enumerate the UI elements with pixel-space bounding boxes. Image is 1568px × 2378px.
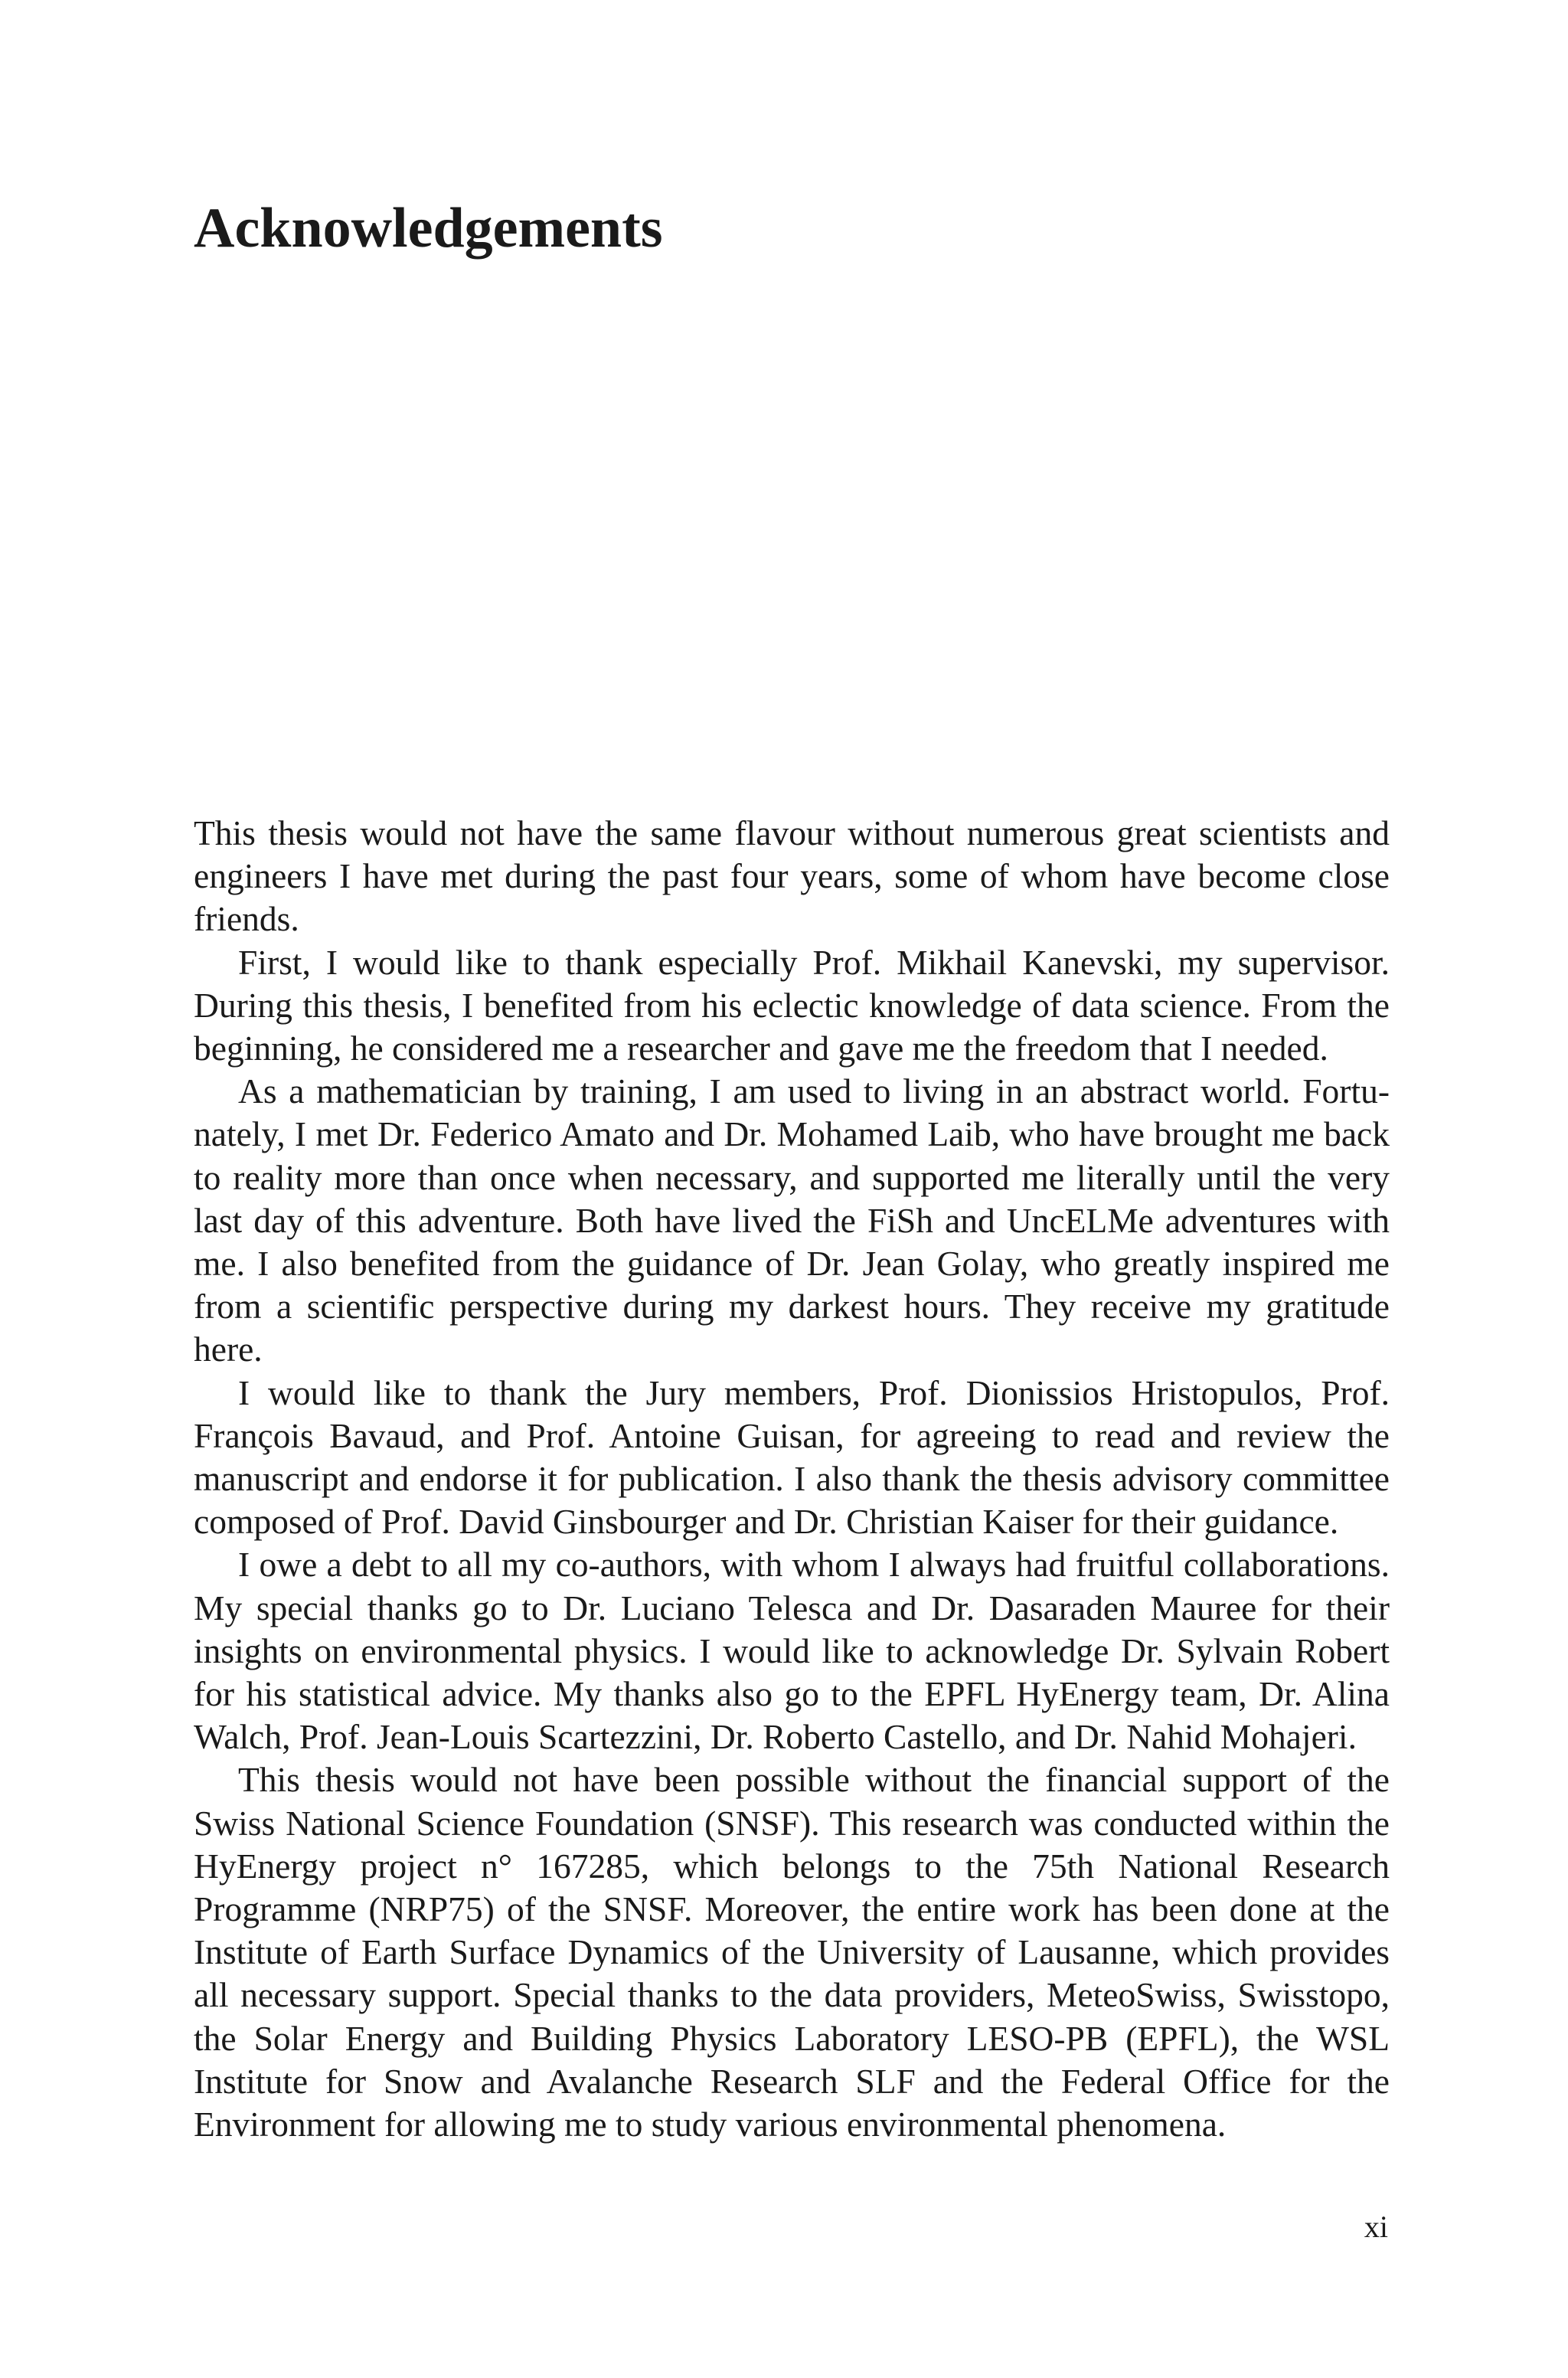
paragraph: As a mathematician by training, I am used to living in an abstract world. Fortunately, I met Dr. Federico Amato and Dr. Mohamed Laib, who have brought me back to reality more than once when necessary, and supported me literally until the very last day of this adventure. Both have lived the FiSh and UncELMe adventures with me. I also benefited from the guidance of Dr. Jean Golay, who greatly inspired me from a scientific perspective during my darkest hours. They receive my gratitude here. xyxy=(194,1071,1390,1369)
paragraph: This thesis would not have been possible without the financial support of the Swiss National Science Foundation (SNSF). This research was conducted within the HyEnergy project n° 167285, which belongs to the 75th National Research Programme (NRP75) of the SNSF. Moreover, the entire work has been done at the Institute of Earth Surface Dynamics of the University of Lausanne, which provides all necessary support. Special thanks to the data providers, MeteoSwiss, Swisstopo, the Solar Energy and Building Physics Laboratory LESO-PB (EPFL), the WSL Institute for Snow and Avalanche Research SLF and the Federal Office for the Environment for allowing me to study various environmental phenomena. xyxy=(194,1760,1390,2144)
paragraph: I would like to thank the Jury members, Prof. Dionissios Hristopulos, Prof. François Bavaud, and Prof. Antoine Guisan, for agreeing to read and review the manuscript and endorse it for publication. I also thank the thesis advisory committee composed of Prof. David Ginsbourger and Dr. Christian Kaiser for their guidance. xyxy=(194,1372,1390,1542)
acknowledgements-body xyxy=(194,812,1390,2146)
paragraph: This thesis would not have the same flavour without numerous great scientists and engineers I have met during the past four years, some of whom have become close friends. xyxy=(194,813,1390,939)
paragraph: First, I would like to thank especially Prof. Mikhail Kanevski, my supervisor. During this thesis, I benefited from his eclectic knowledge of data science. From the beginning, he considered me a researcher and gave me the freedom that I needed. xyxy=(194,942,1390,1068)
paragraph: I owe a debt to all my co-authors, with whom I always had fruitful collaborations. My special thanks go to Dr. Luciano Telesca and Dr. Dasaraden Mauree for their insights on environmental physics. I would like to acknowledge Dr. Sylvain Robert for his statistical advice. My thanks also go to the EPFL HyEnergy team, Dr. Alina Walch, Prof. Jean-Louis Scartezzini, Dr. Roberto Castello, and Dr. Nahid Mohajeri. xyxy=(194,1545,1390,1757)
page-number: xi xyxy=(1364,2210,1388,2244)
page-title: Acknowledgements xyxy=(194,197,663,260)
